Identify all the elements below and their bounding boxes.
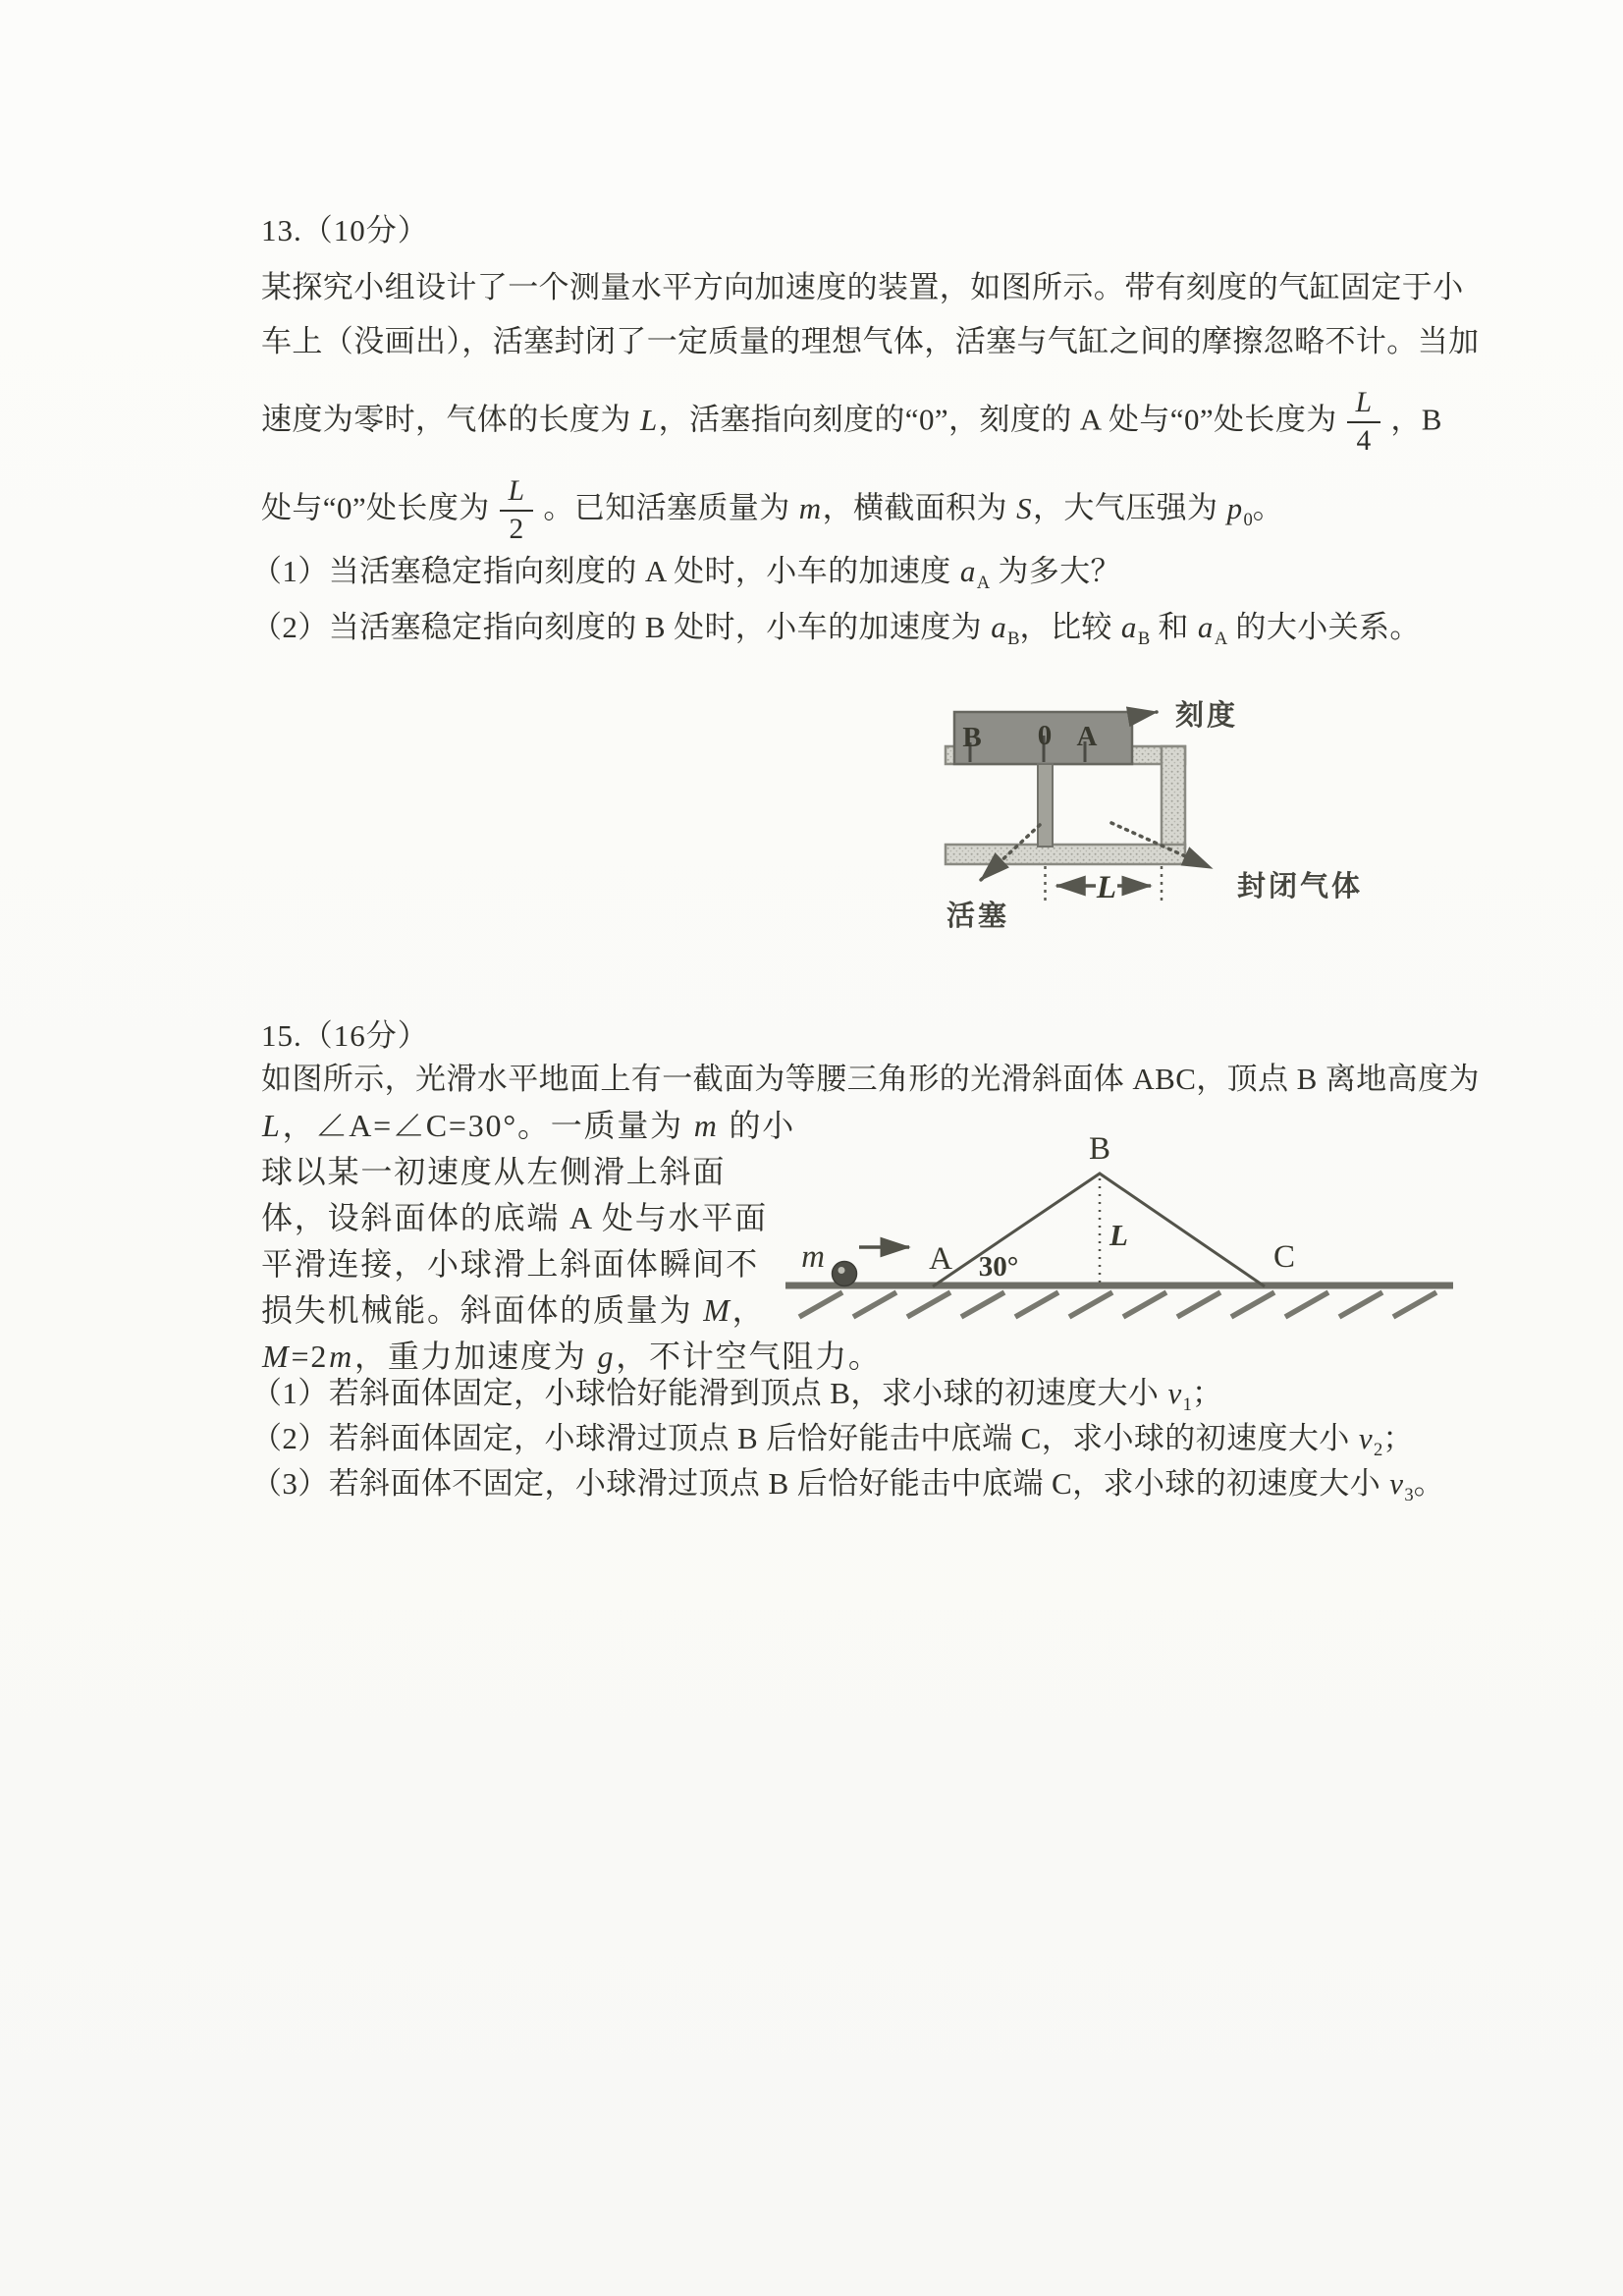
text-segment: 如图所示，光滑水平地面上有一截面为等腰三角形的光滑斜面体 ABC，顶点 B 离地高度为 [261, 1062, 1480, 1096]
ground-hatching [799, 1292, 1436, 1317]
text-segment: 。 [1413, 1466, 1445, 1501]
text-segment: L [262, 1108, 282, 1143]
text-segment: 某探究小组设计了一个测量水平方向加速度的装置，如图所示。带有刻度的气缸固定于小 [261, 270, 1464, 304]
text-segment: m [329, 1339, 354, 1374]
angle-label: 30° [978, 1251, 1019, 1283]
text-segment: v [1358, 1421, 1374, 1455]
fraction: $\frac{L}{2}$ [500, 477, 534, 545]
text-segment: 3 [1404, 1485, 1414, 1506]
text-segment: ，大气压强为 [1033, 490, 1226, 525]
scale-mark-a: A [1076, 721, 1098, 752]
text-segment: m [798, 490, 822, 525]
problem-15-body-line-3 [261, 1152, 726, 1191]
text-segment: ，横截面积为 [822, 490, 1016, 525]
problem-13-body-line-1 [261, 269, 1464, 307]
text-segment: 速度为零时，气体的长度为 [261, 402, 639, 437]
text-segment: ， [731, 1292, 766, 1328]
text-segment: ，∠A=∠C=30°。一质量为 [282, 1108, 693, 1143]
right-vertex-label: C [1273, 1239, 1296, 1275]
text-segment: =2 [291, 1339, 329, 1374]
figure-13-apparatus [923, 658, 1434, 992]
cylinder-bottom-wall [946, 845, 1185, 864]
text-segment: （1）若斜面体固定，小球恰好能滑到顶点 B，求小球的初速度大小 [251, 1376, 1167, 1410]
text-segment: （2）若斜面体固定，小球滑过顶点 B 后恰好能击中底端 C，求小球的初速度大小 [251, 1421, 1358, 1455]
text-segment: （3）若斜面体不固定，小球滑过顶点 B 后恰好能击中底端 C，求小球的初速度大小 [251, 1466, 1389, 1501]
fraction: $\frac{L}{4}$ [1347, 389, 1381, 457]
text-segment: ，B [1390, 402, 1442, 437]
scale-mark-0: 0 [1037, 720, 1053, 751]
scale-mark-b: B [962, 722, 982, 753]
text-segment: a [1120, 610, 1137, 644]
text-segment: 平滑连接，小球滑上斜面体瞬间不 [261, 1246, 760, 1282]
text-segment: B [1137, 629, 1151, 650]
text-segment: p [1226, 490, 1243, 525]
text-segment: 。已知活塞质量为 [543, 490, 798, 525]
text-segment: 处与“0”处长度为 [261, 490, 490, 525]
text-segment: 为多大？ [990, 554, 1121, 588]
text-segment: 体，设斜面体的底端 A 处与水平面 [261, 1200, 768, 1235]
text-segment: ，比较 [1019, 610, 1120, 644]
text-segment: ，重力加速度为 [354, 1339, 597, 1374]
text-segment: B [1007, 629, 1020, 650]
left-vertex-label: A [929, 1241, 952, 1277]
text-segment: 球以某一初速度从左侧滑上斜面 [261, 1154, 727, 1189]
text-segment: 车上（没画出），活塞封闭了一定质量的理想气体，活塞与气缸之间的摩擦忽略不计。当加 [261, 324, 1480, 358]
cylinder-right-wall [1162, 746, 1185, 847]
problem-13-heading: 13.（10分） [261, 213, 429, 247]
text-segment: a [959, 554, 976, 588]
text-segment: ； [1191, 1376, 1223, 1410]
problem-15-body-line-6 [261, 1290, 765, 1330]
height-label: L [1109, 1218, 1128, 1252]
text-segment: 的小 [719, 1108, 796, 1143]
piston-callout-label: 活塞 [947, 901, 1010, 932]
text-segment: A [1214, 629, 1228, 650]
figure-15-incline [766, 1120, 1492, 1355]
text-segment: a [1197, 610, 1214, 644]
text-segment: 和 [1150, 610, 1197, 644]
ball-highlight [839, 1267, 845, 1274]
text-segment: L [639, 402, 658, 437]
length-label: L [1096, 870, 1117, 905]
apex-label: B [1088, 1131, 1111, 1167]
problem-15-question-3 [251, 1465, 1445, 1506]
piston-rod [1038, 764, 1053, 847]
text-segment: ； [1382, 1421, 1414, 1455]
text-segment: （1）当活塞稳定指向刻度的 A 处时，小车的加速度 [251, 554, 959, 588]
text-segment: 损失机械能。斜面体的质量为 [261, 1292, 703, 1328]
text-segment: 1 [1182, 1394, 1192, 1416]
text-segment: 0 [1243, 509, 1253, 530]
text-segment: 。 [1252, 490, 1284, 525]
problem-13-body-line-2 [261, 323, 1480, 361]
scale-pointer-arrow [1133, 712, 1157, 716]
problem-13-body-line-3 [261, 389, 1442, 457]
text-segment: ，不计空气阻力。 [616, 1339, 882, 1374]
text-segment: A [976, 573, 991, 594]
problem-13-body-line-4 [261, 477, 1283, 545]
gas-callout-label: 封闭气体 [1237, 871, 1364, 902]
text-segment: v [1389, 1466, 1404, 1501]
problem-15-heading: 15.（16分） [261, 1018, 429, 1053]
text-segment: v [1167, 1376, 1182, 1410]
problem-15-body-line-5 [261, 1244, 759, 1284]
ball-mass-label: m [801, 1239, 825, 1275]
problem-15-body-line-4 [261, 1198, 768, 1237]
problem-13-question-1 [251, 553, 1121, 594]
scale-callout-label: 刻度 [1175, 700, 1239, 732]
text-segment: S [1016, 490, 1033, 525]
text-segment: M [703, 1292, 731, 1328]
text-segment: （2）当活塞稳定指向刻度的 B 处时，小车的加速度为 [251, 610, 991, 644]
text-segment: 2 [1374, 1440, 1383, 1461]
text-segment: 的大小关系。 [1227, 610, 1421, 644]
problem-13-question-2 [251, 609, 1421, 650]
problem-15-body-line-1 [261, 1061, 1480, 1099]
problem-15-question-1 [251, 1375, 1223, 1416]
text-segment: a [991, 610, 1007, 644]
text-segment: ，活塞指向刻度的“0”，刻度的 A 处与“0”处长度为 [658, 402, 1337, 437]
ball [833, 1262, 857, 1286]
problem-15-body-line-2 [261, 1106, 795, 1145]
text-segment: M [262, 1339, 291, 1374]
text-segment: g [597, 1339, 616, 1374]
problem-15-question-2 [251, 1420, 1414, 1461]
text-segment: m [693, 1108, 719, 1143]
